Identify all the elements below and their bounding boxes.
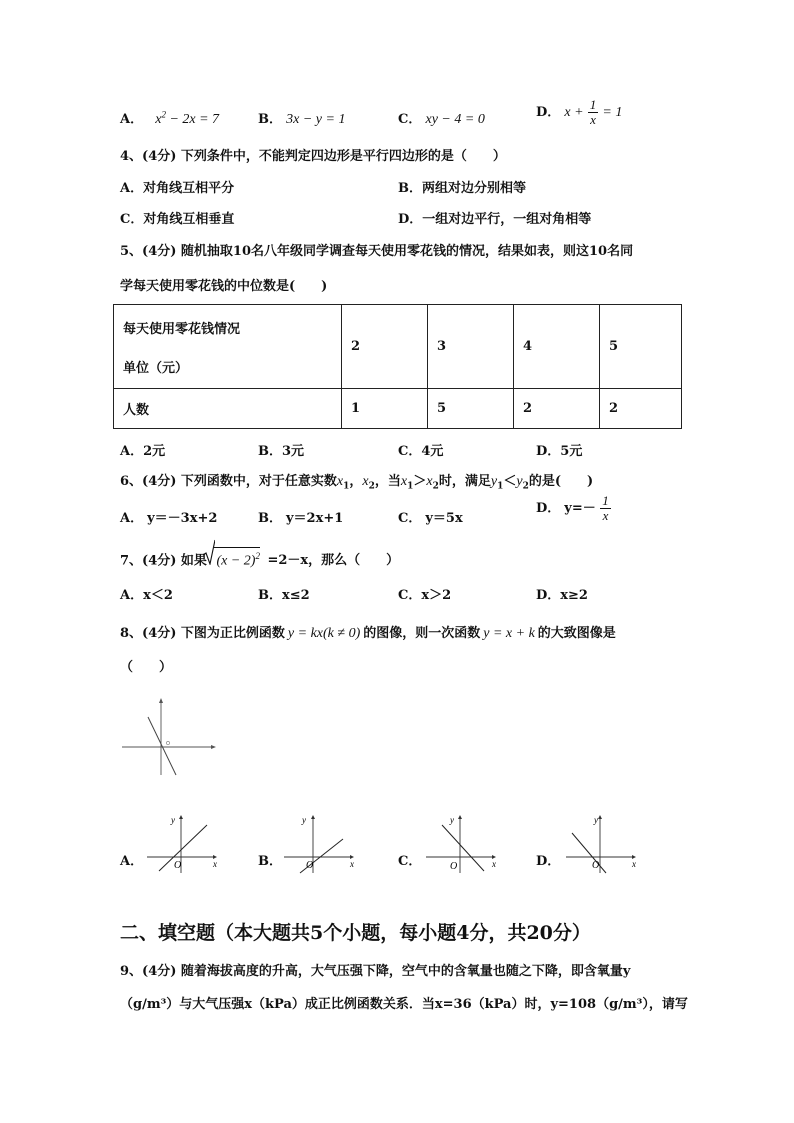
q6-x1: x xyxy=(336,474,344,489)
q5-table-count-2: 5 xyxy=(428,389,514,429)
section-title: 二、填空题（本大题共5个小题，每小题4分，共20分） xyxy=(120,922,591,944)
q8-option-a-label: A． xyxy=(120,854,144,869)
q6-option-c xyxy=(398,507,463,526)
graph-line xyxy=(159,825,207,871)
q6-option-a-label: A． xyxy=(120,511,144,526)
q6-stem-end: 的是( ) xyxy=(528,474,594,489)
q7-stem-post: =2－x，那么（ ） xyxy=(267,553,400,569)
q6-cond-x1: x xyxy=(400,474,408,489)
graph-line xyxy=(148,717,176,775)
q5-table-count-3: 2 xyxy=(514,389,600,429)
q4-option-b: B．两组对边分别相等 xyxy=(398,181,526,196)
q5-table-count-1: 1 xyxy=(342,389,428,429)
axis-label-y: y xyxy=(594,815,598,825)
table-row xyxy=(114,305,682,389)
q6-stem-pre: 6、(4分) 下列函数中，对于任意实数 xyxy=(120,474,337,489)
q8-reference-graph xyxy=(118,695,218,780)
q6-y2: y xyxy=(516,474,523,489)
q6-option-a-expr: y＝－3x+2 xyxy=(147,511,218,526)
q6-cond-x2: x xyxy=(426,474,433,489)
y-axis-arrow-icon xyxy=(598,815,602,819)
q3-option-d xyxy=(536,98,622,127)
q7-option-d: D．x≥2 xyxy=(536,588,588,603)
q6-y1-sub: 1 xyxy=(497,481,504,492)
q6-option-d-label: D． xyxy=(536,501,561,516)
table-row xyxy=(114,389,682,429)
q3-option-b xyxy=(258,108,345,128)
axis-label-y: y xyxy=(450,815,454,825)
q6-stem xyxy=(120,470,593,492)
q8-paren: （ ） xyxy=(120,660,173,675)
q8-f2: y = x + k xyxy=(483,626,535,641)
x-axis-arrow-icon xyxy=(211,745,216,749)
q3-option-a-label: A． xyxy=(120,112,144,127)
q5-table-row-label: 人数 xyxy=(114,389,342,429)
q5-option-d: D．5元 xyxy=(536,444,583,459)
q6-option-d-expr: y=－ xyxy=(564,501,596,516)
q5-option-b: B．3元 xyxy=(258,444,305,459)
q3-option-a-rhs: − 2x = 7 xyxy=(165,112,220,127)
q6-y2-sub: 2 xyxy=(522,481,529,492)
q5-stem-line2: 学每天使用零花钱的中位数是( ) xyxy=(120,279,328,294)
q3-option-c xyxy=(398,108,485,128)
q5-table-value-2: 3 xyxy=(428,305,514,389)
q5-stem-line1: 5、(4分) 随机抽取10名八年级同学调查每天使用零花钱的情况，结果如表，则这10名同 xyxy=(120,244,634,259)
q5-table-header-cell xyxy=(114,305,342,389)
q8-option-c-graph xyxy=(422,813,504,875)
q5-option-c: C．4元 xyxy=(398,444,444,459)
q6-option-d-fraction xyxy=(600,494,611,523)
origin-mark xyxy=(166,741,169,744)
q6-y1: y xyxy=(490,474,498,489)
y-axis-arrow-icon xyxy=(159,698,163,703)
q7-option-a: A．x＜2 xyxy=(120,588,173,603)
q8-f1: y = kx(k ≠ 0) xyxy=(287,626,361,641)
q7-radicand: (x − 2) xyxy=(216,553,256,569)
q8-option-d-graph xyxy=(562,813,644,875)
q5-table-header-line1: 每天使用零花钱情况 xyxy=(123,321,241,337)
q5-table xyxy=(113,304,682,429)
origin-label: O xyxy=(306,860,314,871)
q8-stem xyxy=(120,622,616,642)
q3-option-a-sup: 2 xyxy=(161,109,166,120)
q4-option-a: A．对角线互相平分 xyxy=(120,181,235,196)
q4-stem: 4、(4分) 下列条件中，不能判定四边形是平行四边形的是（ ） xyxy=(120,149,506,164)
q3-option-a-lhs: x xyxy=(155,112,162,127)
q8-option-a-graph xyxy=(143,813,225,875)
q3-option-d-num: 1 xyxy=(589,97,597,112)
q3-option-d-fraction xyxy=(588,98,599,127)
q6-option-c-expr: y＝5x xyxy=(425,511,463,526)
q6-cond-x1-sub: 1 xyxy=(407,481,414,492)
q6-option-d-num: 1 xyxy=(602,493,609,508)
q6-option-d-den: x xyxy=(602,508,609,523)
q4-option-c: C．对角线互相垂直 xyxy=(120,212,235,227)
q8-option-b-graph xyxy=(280,813,362,875)
q5-table-value-1: 2 xyxy=(342,305,428,389)
q3-option-d-rhs: = 1 xyxy=(602,105,623,120)
q3-option-d-lhs: x + xyxy=(564,105,584,120)
y-axis-arrow-icon xyxy=(179,815,183,819)
q3-option-a xyxy=(120,108,219,128)
axis-label-x: x xyxy=(350,859,354,869)
graph-line xyxy=(572,833,606,873)
q9-line1: 9、(4分) 随着海拔高度的升高，大气压强下降，空气中的含氧量也随之下降，即含氧量y xyxy=(120,964,631,979)
q8-option-c-label: C． xyxy=(398,854,422,869)
q3-option-b-expr: 3x − y = 1 xyxy=(286,112,346,127)
axis-label-y: y xyxy=(171,815,175,825)
q7-stem xyxy=(120,547,399,569)
axis-label-x: x xyxy=(213,859,217,869)
q6-option-d xyxy=(536,494,611,523)
q7-sqrt xyxy=(213,547,260,569)
radical-sign-icon xyxy=(203,539,215,565)
q7-radicand-sup: 2 xyxy=(255,551,260,561)
graph-line xyxy=(442,825,484,871)
axis-label-x: x xyxy=(492,859,496,869)
q8-stem-mid: 的图像，则一次函数 xyxy=(363,626,481,641)
q7-option-b: B．x≤2 xyxy=(258,588,310,603)
q6-option-c-label: C． xyxy=(398,511,422,526)
q8-stem-pre: 8、(4分) 下图为正比例函数 xyxy=(120,626,285,641)
q6-stem-mid2: 时，满足 xyxy=(438,474,491,489)
origin-label: O xyxy=(592,860,600,871)
y-axis-arrow-icon xyxy=(311,815,315,819)
q8-stem-end: 的大致图像是 xyxy=(537,626,616,641)
q6-gt: ＞ xyxy=(413,474,427,489)
q6-option-b-expr: y＝2x+1 xyxy=(286,511,344,526)
q9-line2: （g/m³）与大气压强x（kPa）成正比例函数关系．当x=36（kPa）时，y=108（g/m³），请写 xyxy=(120,997,688,1012)
q3-option-b-label: B． xyxy=(258,112,282,127)
q7-option-c: C．x＞2 xyxy=(398,588,452,603)
origin-label: O xyxy=(450,861,458,872)
q4-option-d: D．一组对边平行，一组对角相等 xyxy=(398,212,592,227)
q7-stem-pre: 7、(4分) 如果 xyxy=(120,553,207,569)
q6-option-a xyxy=(120,507,217,526)
q3-option-c-expr: xy − 4 = 0 xyxy=(425,112,485,127)
q6-x2: x xyxy=(362,474,369,489)
q5-table-value-4: 5 xyxy=(600,305,682,389)
q6-x1-sub: 1 xyxy=(343,481,350,492)
q8-option-d-label: D． xyxy=(536,854,561,869)
q6-stem-mid: ，当 xyxy=(374,474,401,489)
q6-cond-x2-sub: 2 xyxy=(432,481,439,492)
q6-sep: ， xyxy=(349,474,363,489)
q3-option-d-label: D． xyxy=(536,105,561,120)
q8-option-b-label: B． xyxy=(258,854,282,869)
y-axis-arrow-icon xyxy=(458,815,462,819)
axis-label-x: x xyxy=(632,859,636,869)
q6-option-b-label: B． xyxy=(258,511,282,526)
q5-option-a: A．2元 xyxy=(120,444,166,459)
q6-lt: ＜ xyxy=(503,474,517,489)
q5-table-header-line2: 单位（元） xyxy=(123,360,189,376)
q5-table-value-3: 4 xyxy=(514,305,600,389)
q6-x2-sub: 2 xyxy=(368,481,375,492)
axis-label-y: y xyxy=(302,815,306,825)
q3-option-d-den: x xyxy=(590,112,596,127)
q3-option-c-label: C． xyxy=(398,112,422,127)
q6-option-b xyxy=(258,507,343,526)
origin-label: O xyxy=(174,860,182,871)
q5-table-count-4: 2 xyxy=(600,389,682,429)
